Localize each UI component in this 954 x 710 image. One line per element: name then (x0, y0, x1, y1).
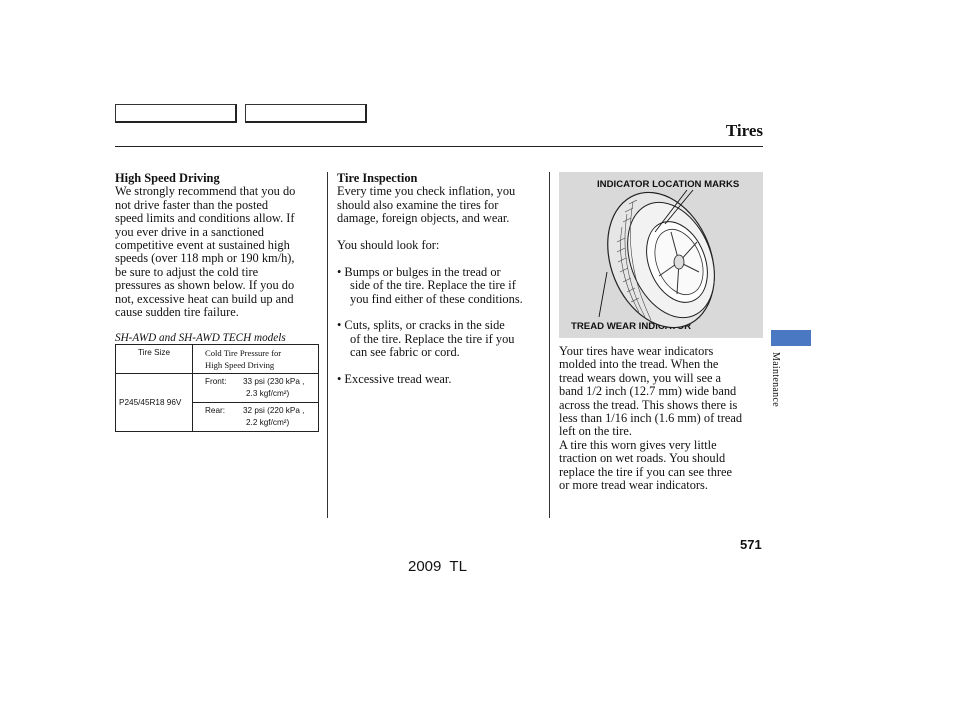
front-label: Front: (205, 377, 227, 386)
page-number: 571 (740, 537, 762, 552)
model-footer: 2009 TL (408, 558, 467, 575)
body-line: tread wears down, you will see a (559, 370, 722, 385)
body-line: molded into the tread. When the (559, 357, 719, 372)
rear-value-metric: 2.2 kgf/cm²) (246, 418, 290, 427)
page-title: Tires (725, 121, 763, 140)
body-line: You should look for: (337, 238, 440, 253)
indicator-location-label: INDICATOR LOCATION MARKS (597, 179, 740, 190)
table-header-pressure (193, 345, 319, 374)
bullet-item (337, 319, 545, 359)
body-line: you ever drive in a sanctioned (115, 224, 264, 239)
body-line: be sure to adjust the cold tire (115, 264, 259, 279)
bullet-item (337, 373, 545, 386)
front-pressure-cell (193, 374, 319, 403)
bullet-line: • Excessive tread wear. (337, 372, 452, 387)
section-side-label (770, 352, 782, 422)
section-heading: High Speed Driving (115, 171, 220, 185)
body-line: replace the tire if you can see three (559, 464, 733, 479)
body-line: band 1/2 inch (12.7 mm) wide band (559, 384, 737, 399)
body-line: Every time you check inflation, you (337, 184, 516, 199)
body-line: less than 1/16 inch (1.6 mm) of tread (559, 411, 743, 426)
body-line: not, excessive heat can build up and (115, 291, 294, 306)
bullet-line: you find either of these conditions. (350, 291, 523, 306)
bullet-item (337, 266, 545, 306)
bullet-line: can see fabric or cord. (350, 345, 460, 360)
body-line: should also examine the tires for (337, 197, 499, 212)
tire-size-cell: P245/45R18 96V (116, 374, 193, 432)
header-text: High Speed Driving (205, 360, 275, 370)
body-line: cause sudden tire failure. (115, 305, 239, 320)
body-line: pressures as shown below. If you do (115, 278, 295, 293)
header-rule (115, 146, 763, 147)
body-line: speeds (over 118 mph or 190 km/h), (115, 251, 295, 266)
body-line: not drive faster than the posted (115, 197, 269, 212)
bullet-line: • Cuts, splits, or cracks in the side (337, 318, 505, 333)
body-line: speed limits and conditions allow. If (115, 211, 295, 226)
rear-pressure-cell (193, 403, 319, 432)
body-line: left on the tire. (559, 424, 632, 439)
body-line: competitive event at sustained high (115, 238, 290, 253)
column-divider-2 (549, 172, 550, 518)
nav-button-1[interactable] (115, 104, 237, 123)
nav-button-2[interactable] (245, 104, 367, 123)
table-caption: SH-AWD and SH-AWD TECH models (115, 332, 286, 344)
bullet-line: of the tire. Replace the tire if you (350, 331, 515, 346)
table-header-tire-size (116, 345, 193, 374)
body-line: A tire this worn gives very little (559, 437, 717, 452)
body-line: across the tread. This shows there is (559, 397, 738, 412)
bullet-line: side of the tire. Replace the tire if (350, 278, 516, 293)
rear-value: 32 psi (220 kPa , (243, 406, 305, 415)
section-heading: Tire Inspection (337, 171, 418, 185)
body-line: Your tires have wear indicators (559, 344, 714, 358)
body-line: or more tread wear indicators. (559, 478, 708, 493)
section-tab[interactable] (771, 330, 811, 346)
tire-illustration (559, 172, 763, 338)
front-value: 33 psi (230 kPa , (243, 377, 305, 386)
header-text: Cold Tire Pressure for (205, 348, 282, 358)
body-line: traction on wet roads. You should (559, 451, 726, 466)
tread-wear-indicator-label: TREAD WEAR INDICATOR (571, 321, 692, 332)
tire-inspection-section (337, 172, 545, 386)
tire-pressure-table (115, 344, 319, 432)
tire-icon (559, 172, 763, 338)
header-text: Tire Size (138, 348, 170, 357)
front-value-metric: 2.3 kgf/cm²) (246, 389, 290, 398)
body-line: damage, foreign objects, and wear. (337, 211, 510, 226)
rear-label: Rear: (205, 406, 226, 415)
bullet-line: • Bumps or bulges in the tread or (337, 264, 501, 279)
section-name: Maintenance (770, 352, 781, 407)
high-speed-driving-section (115, 172, 323, 319)
tread-wear-text (559, 345, 765, 492)
column-divider-1 (327, 172, 328, 518)
body-line: We strongly recommend that you do (115, 184, 296, 199)
